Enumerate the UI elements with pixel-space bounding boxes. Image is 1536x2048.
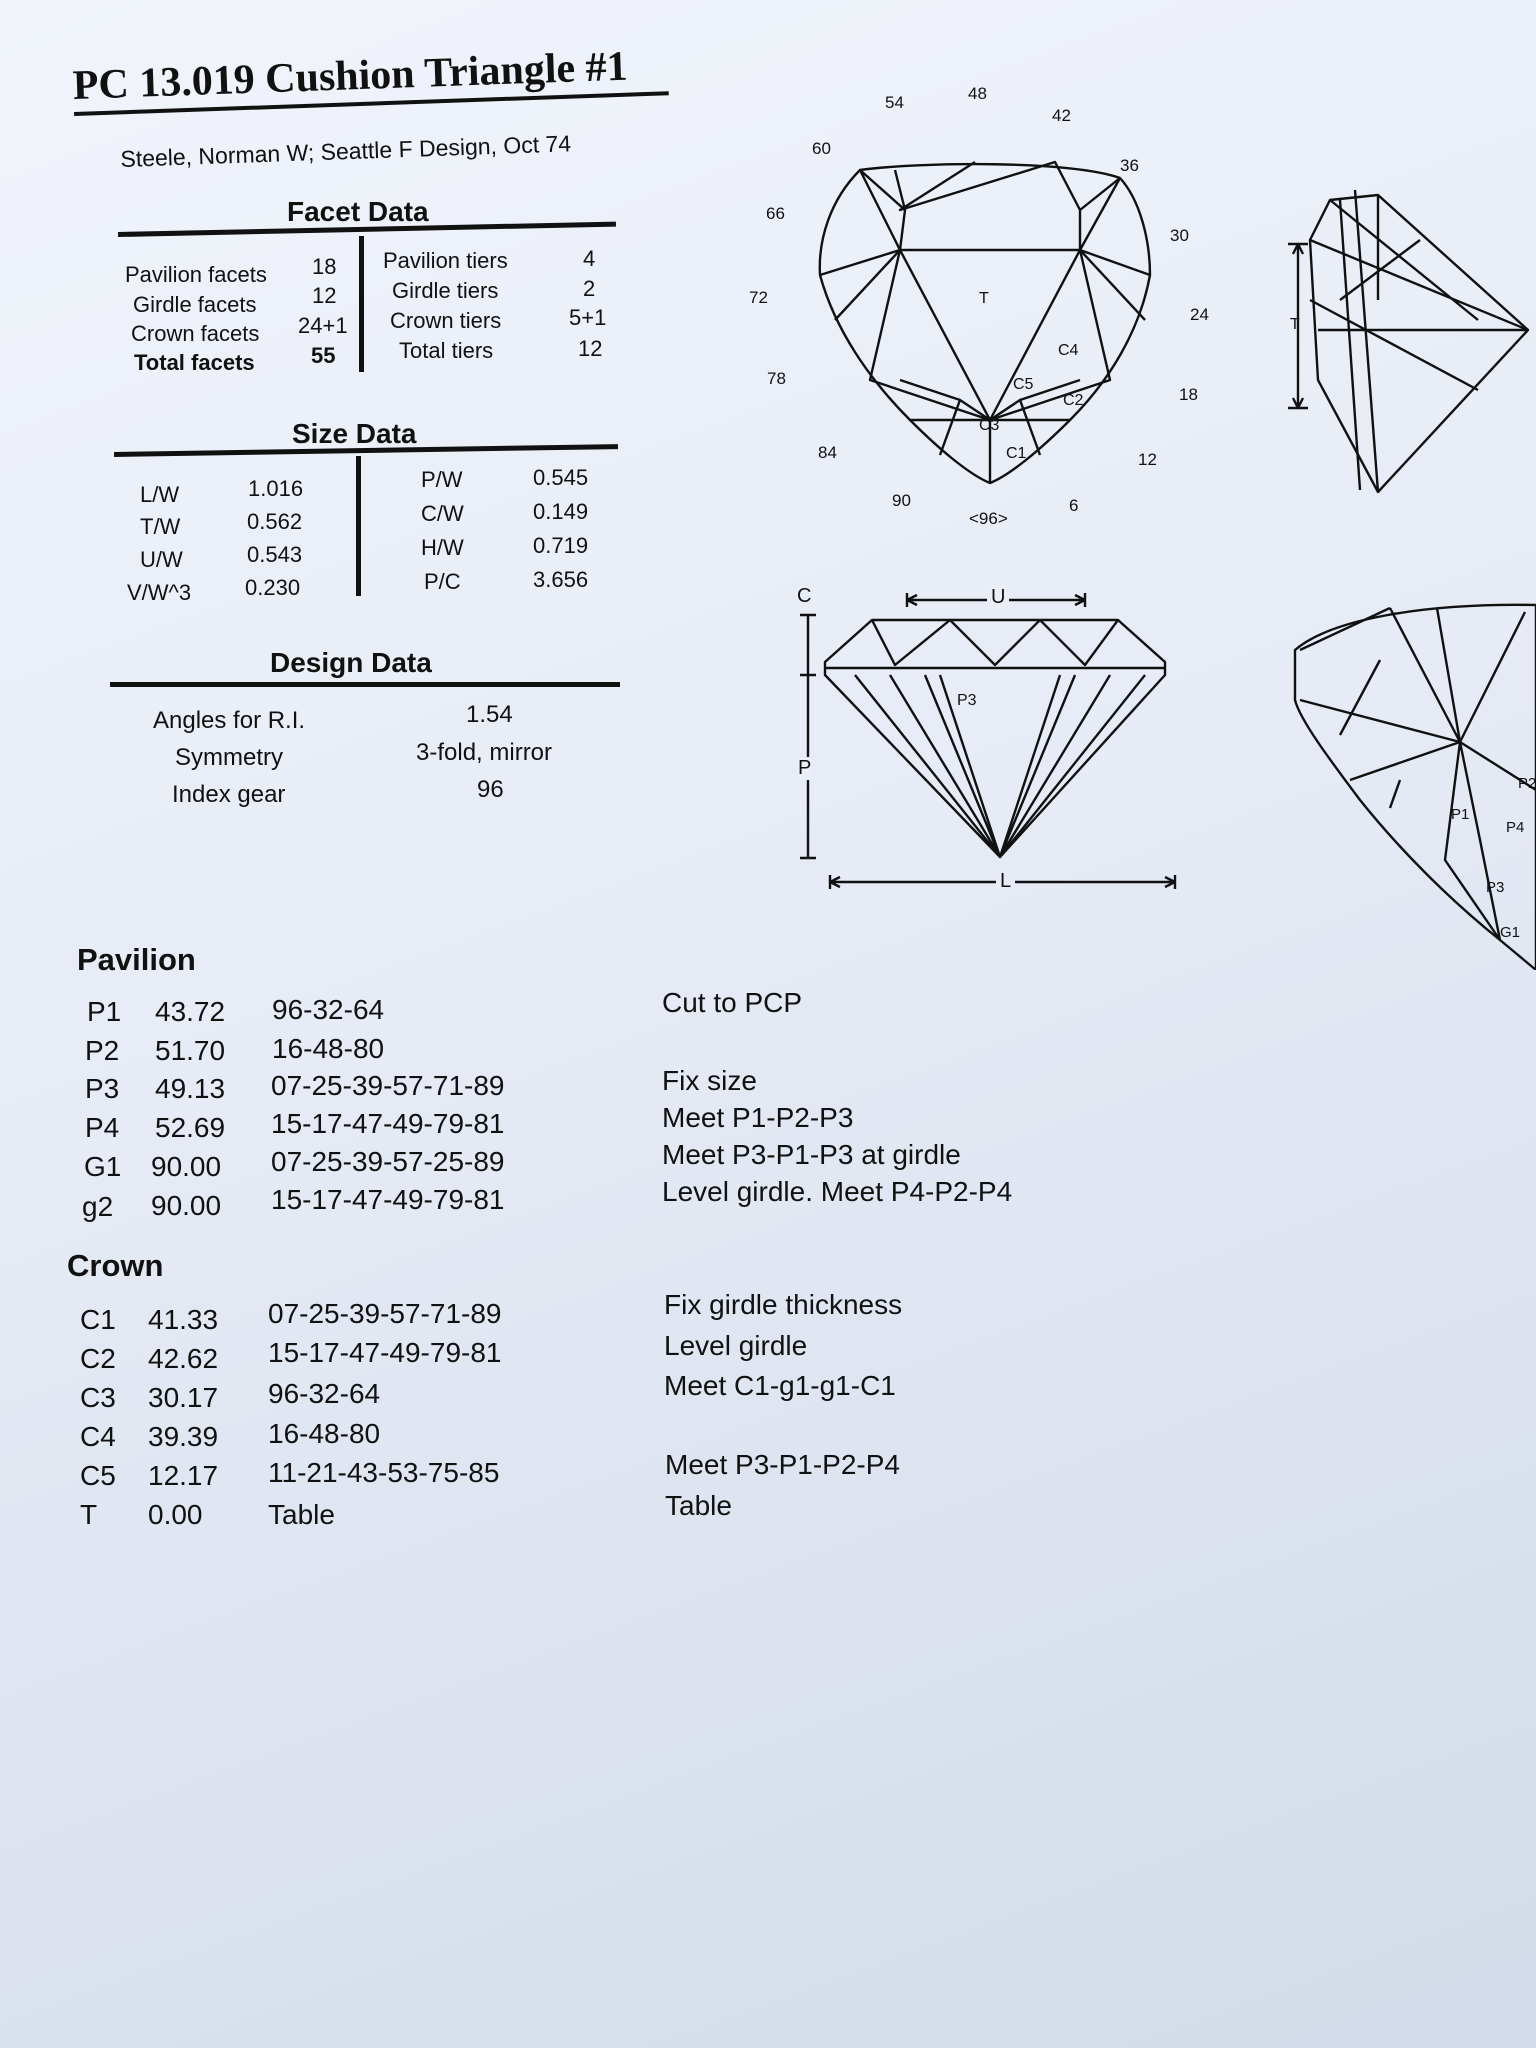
index-label: 54: [885, 93, 904, 112]
index-label: 42: [1052, 106, 1071, 125]
size-label: V/W^3: [127, 580, 192, 605]
end-view: [1288, 190, 1528, 492]
index-label: 6: [1069, 496, 1079, 515]
pavilion-index: 16-48-80: [272, 1033, 385, 1064]
facet-label-C4: C4: [1058, 342, 1079, 359]
facet-label-P4: P4: [1506, 819, 1525, 836]
size-label: L/W: [140, 482, 180, 507]
size-value: 0.562: [247, 509, 303, 534]
index-label: 24: [1190, 305, 1209, 324]
design-credit: Steele, Norman W; Seattle F Design, Oct 74: [120, 130, 572, 172]
crown-angle: 39.39: [148, 1421, 219, 1452]
pavilion-facet: g2: [82, 1191, 114, 1222]
size-label: T/W: [140, 514, 181, 539]
design-value: 1.54: [466, 701, 513, 728]
pavilion-angle: 90.00: [151, 1151, 222, 1182]
size-value: 3.656: [533, 567, 589, 592]
facet-value: 5+1: [569, 305, 607, 330]
facet-data-divider: [359, 236, 364, 372]
pavilion-view: [1295, 605, 1536, 970]
size-value: 0.543: [247, 542, 303, 567]
crown-note: Meet C1-g1-g1-C1: [664, 1370, 896, 1401]
size-value: 0.719: [533, 533, 589, 558]
crown-facet: C5: [80, 1460, 116, 1491]
index-label: 60: [812, 139, 831, 158]
design-label: Angles for R.I.: [153, 707, 306, 734]
index-label: 84: [818, 443, 837, 462]
design-value: 3-fold, mirror: [416, 739, 553, 766]
pavilion-angle: 52.69: [155, 1112, 226, 1143]
facet-value: 12: [312, 283, 337, 308]
facet-label-C2: C2: [1063, 392, 1084, 409]
pavilion-index: 07-25-39-57-25-89: [271, 1146, 505, 1177]
crown-note: Fix girdle thickness: [664, 1289, 903, 1320]
facet-value: 12: [578, 336, 603, 361]
pavilion-angle: 43.72: [155, 996, 226, 1027]
pavilion-index: 96-32-64: [272, 994, 385, 1025]
crown-angle: 12.17: [148, 1460, 219, 1491]
facet-value: 55: [311, 343, 336, 368]
crown-index: Table: [268, 1499, 335, 1530]
pavilion-angle: 90.00: [151, 1190, 222, 1221]
size-value: 0.230: [245, 575, 301, 600]
index-label: 12: [1138, 450, 1157, 469]
pavilion-facet: P3: [85, 1073, 120, 1104]
size-label: C/W: [421, 501, 464, 526]
facet-label-P3: P3: [957, 692, 977, 709]
crown-note: Meet P3-P1-P2-P4: [665, 1449, 900, 1480]
facet-value: 24+1: [298, 313, 348, 338]
facet-data-heading: Facet Data: [287, 196, 429, 227]
facet-label: Total facets: [134, 350, 255, 375]
facet-value: 2: [583, 276, 596, 301]
index-label: 36: [1120, 156, 1139, 175]
crown-index: 11-21-43-53-75-85: [268, 1457, 500, 1488]
size-value: 0.545: [533, 465, 589, 490]
pavilion-index: 15-17-47-49-79-81: [271, 1108, 505, 1139]
facet-label: Girdle tiers: [392, 278, 499, 303]
pavilion-facet: G1: [84, 1151, 122, 1182]
facet-label: Crown tiers: [390, 308, 502, 333]
facet-diagrams: [740, 70, 1536, 970]
side-view: [800, 593, 1175, 889]
facet-label: Total tiers: [399, 338, 494, 363]
index-label: 66: [766, 204, 785, 223]
size-label: U/W: [140, 547, 183, 572]
crown-facet: C2: [80, 1343, 116, 1374]
facet-label-P1: P1: [1451, 806, 1470, 823]
pavilion-index: 15-17-47-49-79-81: [271, 1184, 505, 1215]
crown-heading: Crown: [67, 1248, 164, 1283]
size-label: P/C: [424, 569, 461, 594]
design-data-rule: [110, 682, 620, 687]
pavilion-angle: 49.13: [155, 1073, 226, 1104]
size-label: H/W: [421, 535, 464, 560]
size-label: P/W: [421, 467, 463, 492]
crown-index: 15-17-47-49-79-81: [268, 1337, 502, 1368]
crown-angle: 42.62: [148, 1343, 219, 1374]
facet-label-T: T: [979, 290, 989, 307]
pavilion-heading: Pavilion: [77, 942, 196, 977]
index-label: 48: [968, 84, 987, 103]
crown-facet: T: [80, 1499, 98, 1530]
index-label: 18: [1179, 385, 1198, 404]
facet-label-G1: G1: [1500, 924, 1521, 941]
facet-label-C1: C1: [1006, 445, 1027, 462]
crown-index: 07-25-39-57-71-89: [268, 1298, 502, 1329]
facet-label-C5: C5: [1013, 376, 1034, 393]
facet-label-P2: P2: [1518, 775, 1536, 792]
facet-label-P3: P3: [1486, 879, 1505, 896]
pavilion-angle: 51.70: [155, 1035, 226, 1066]
crown-facet: C3: [80, 1382, 116, 1413]
design-data-heading: Design Data: [270, 647, 432, 678]
dimension-label-U: U: [987, 586, 1009, 609]
index-label: 72: [749, 288, 768, 307]
design-label: Symmetry: [175, 744, 283, 771]
size-data-heading: Size Data: [292, 418, 417, 449]
design-value: 96: [477, 776, 504, 803]
pavilion-index: 07-25-39-57-71-89: [271, 1070, 505, 1101]
design-label: Index gear: [172, 781, 286, 808]
crown-index: 16-48-80: [268, 1418, 381, 1449]
crown-facet: C4: [80, 1421, 116, 1452]
pavilion-note: Level girdle. Meet P4-P2-P4: [662, 1176, 1013, 1207]
index-label: 30: [1170, 226, 1189, 245]
facet-label: Pavilion facets: [125, 262, 267, 287]
pavilion-facet: P1: [87, 996, 122, 1027]
index-label: <96>: [969, 509, 1008, 528]
pavilion-note: Fix size: [662, 1065, 757, 1096]
pavilion-facet: P4: [85, 1112, 120, 1143]
crown-angle: 30.17: [148, 1382, 219, 1413]
crown-angle: 41.33: [148, 1304, 219, 1335]
facet-value: 4: [583, 246, 596, 271]
size-data-divider: [356, 456, 361, 596]
pavilion-note: Cut to PCP: [662, 987, 803, 1018]
index-label: 90: [892, 491, 911, 510]
dimension-label-C: C: [797, 585, 812, 607]
pavilion-note: Meet P1-P2-P3: [662, 1102, 854, 1133]
size-value: 1.016: [248, 476, 304, 501]
pavilion-note: Meet P3-P1-P3 at girdle: [662, 1139, 961, 1170]
end-view-label-T: T: [1290, 316, 1300, 333]
pavilion-facet: P2: [85, 1035, 120, 1066]
facet-label: Girdle facets: [133, 292, 257, 317]
dimension-label-L: L: [996, 870, 1015, 893]
crown-angle: 0.00: [148, 1499, 203, 1530]
facet-value: 18: [312, 254, 337, 279]
index-label: 78: [767, 369, 786, 388]
dimension-label-P: P: [798, 757, 812, 779]
facet-label: Pavilion tiers: [383, 248, 508, 273]
facet-label-C3: C3: [979, 417, 1000, 434]
page-title: PC 13.019 Cushion Triangle #1: [72, 43, 629, 109]
size-value: 0.149: [533, 499, 589, 524]
crown-index: 96-32-64: [268, 1378, 381, 1409]
facet-label: Crown facets: [131, 321, 260, 346]
crown-note: Table: [665, 1490, 732, 1521]
crown-facet: C1: [80, 1304, 116, 1335]
crown-note: Level girdle: [664, 1330, 808, 1361]
